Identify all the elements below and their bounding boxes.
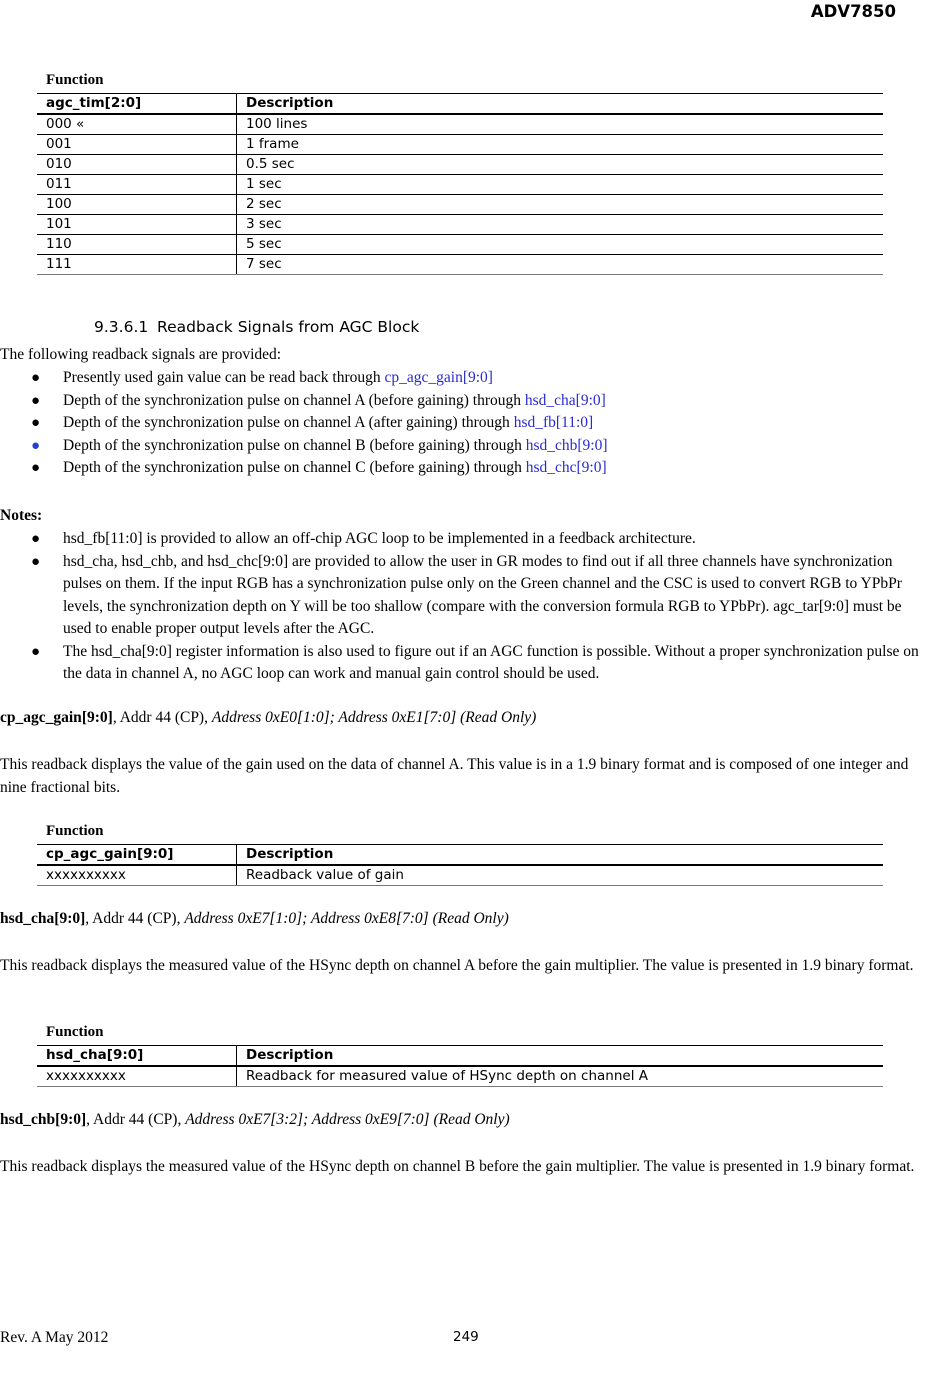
register-description: This readback displays the value of the gain used on the data of channel A. This value is in a 1.9 binary format and is composed of one integer and nine fractional bits. <box>0 756 909 796</box>
section-title: Readback Signals from AGC Block <box>157 318 420 336</box>
register-link[interactable]: hsd_fb[11:0] <box>513 414 594 431</box>
table-row <box>37 215 883 235</box>
register-link[interactable]: hsd_chb[9:0] <box>525 436 608 454</box>
register-description: This readback displays the measured value of the HSync depth on channel A before the gain multiplier. The value is presented in 1.9 binary format. <box>0 957 914 974</box>
cp-agc-gain-table <box>37 844 883 886</box>
list-item: ● Depth of the synchronization pulse on channel A (before gaining) through hsd_cha[9:0] <box>0 390 920 413</box>
register-link[interactable]: cp_agc_gain[9:0] <box>384 369 493 386</box>
table-cell: 0.5 sec <box>237 155 884 175</box>
column-header: hsd_cha[9:0] <box>37 1046 237 1067</box>
table-row <box>37 195 883 215</box>
register-description: This readback displays the measured value of the HSync depth on channel B before the gain multiplier. The value is presented in 1.9 binary format. <box>0 1158 915 1175</box>
table-cell: 100 lines <box>237 114 884 135</box>
register-heading: hsd_chb[9:0], Addr 44 (CP), Address 0xE7[3:2]; Address 0xE9[7:0] (Read Only) <box>0 1111 510 1128</box>
table-cell: 3 sec <box>237 215 884 235</box>
table-cell: Readback for measured value of HSync depth on channel A <box>237 1066 884 1087</box>
table-cell: 100 <box>37 195 237 215</box>
register-heading: cp_agc_gain[9:0], Addr 44 (CP), Address 0xE0[1:0]; Address 0xE1[7:0] (Read Only) <box>0 709 537 726</box>
intro-paragraph: The following readback signals are provided: <box>0 346 282 363</box>
notes-list <box>0 528 920 686</box>
list-item: ● Depth of the synchronization pulse on channel C (before gaining) through hsd_chc[9:0] <box>0 457 920 480</box>
notes-label: Notes: <box>0 507 43 524</box>
table-cell: 001 <box>37 135 237 155</box>
list-item: ● Depth of the synchronization pulse on channel B (before gaining) through hsd_chb[9:0] <box>0 435 920 458</box>
bullet-icon: ● <box>31 643 41 660</box>
column-header: Description <box>237 94 884 115</box>
hsd-cha-table <box>37 1045 883 1087</box>
table-cell: 7 sec <box>237 255 884 275</box>
table-row <box>37 114 883 135</box>
footer-revision: Rev. A May 2012 <box>0 1329 109 1346</box>
table-row <box>37 135 883 155</box>
column-header: cp_agc_gain[9:0] <box>37 845 237 866</box>
column-header: Description <box>237 845 884 866</box>
register-link[interactable]: hsd_cha[9:0] <box>524 391 606 409</box>
table-cell: Readback value of gain <box>237 865 884 886</box>
bullet-icon: ● <box>31 460 41 476</box>
agc-tim-table <box>37 93 883 275</box>
table-cell: 011 <box>37 175 237 195</box>
table-cell: xxxxxxxxxx <box>37 865 237 886</box>
bullet-icon: ● <box>31 531 41 547</box>
table-cell: 000 « <box>37 114 237 135</box>
table-caption: Function <box>46 823 104 839</box>
bullet-icon: ● <box>31 392 41 409</box>
list-item: ● The hsd_cha[9:0] register information is also used to figure out if an AGC function is possible. Without a proper synchronization pulse on the data in channel A, no AGC loop can work and manual gain control should be used. <box>31 642 919 682</box>
table-cell: xxxxxxxxxx <box>37 1066 237 1087</box>
register-heading: hsd_cha[9:0], Addr 44 (CP), Address 0xE7[1:0]; Address 0xE8[7:0] (Read Only) <box>0 910 509 927</box>
table-row <box>37 865 883 886</box>
table-caption: Function <box>46 72 104 88</box>
table-cell: 111 <box>37 255 237 275</box>
column-header: Description <box>237 1046 884 1067</box>
register-link[interactable]: hsd_chc[9:0] <box>525 459 607 476</box>
table-row <box>37 175 883 195</box>
page-number: 249 <box>453 1329 479 1345</box>
table-row <box>37 155 883 175</box>
readback-list <box>0 367 920 480</box>
list-item: ● Presently used gain value can be read back through cp_agc_gain[9:0] <box>0 367 920 390</box>
table-row <box>37 235 883 255</box>
document-title: ADV7850 <box>810 2 896 21</box>
bullet-icon: ● <box>31 370 41 386</box>
table-cell: 101 <box>37 215 237 235</box>
bullet-icon: ● <box>31 553 41 570</box>
bullet-icon: ● <box>31 415 41 431</box>
table-row <box>37 255 883 275</box>
table-cell: 110 <box>37 235 237 255</box>
section-number: 9.3.6.1 <box>94 318 149 336</box>
list-item: ● hsd_cha, hsd_chb, and hsd_chc[9:0] are provided to allow the user in GR modes to find out if all three channels have synchronization pulses on them. If the input RGB has a synchronization pulse only on the Green channel and the CSC is used to convert RGB to YPbPr levels, the synchronization depth on Y will be too shallow (compare with the conversion formula RGB to YPbPr). agc_tar[9:0] must be used to enable proper output levels after the AGC. <box>31 552 902 637</box>
table-cell: 5 sec <box>237 235 884 255</box>
table-row <box>37 1066 883 1087</box>
section-heading <box>94 318 419 336</box>
list-item: ● Depth of the synchronization pulse on channel A (after gaining) through hsd_fb[11:0] <box>0 412 920 435</box>
table-cell: 2 sec <box>237 195 884 215</box>
list-item: ● hsd_fb[11:0] is provided to allow an off-chip AGC loop to be implemented in a feedback architecture. <box>0 528 920 551</box>
table-cell: 010 <box>37 155 237 175</box>
table-cell: 1 sec <box>237 175 884 195</box>
bullet-icon: ● <box>31 437 41 454</box>
table-caption: Function <box>46 1024 104 1040</box>
table-cell: 1 frame <box>237 135 884 155</box>
column-header: agc_tim[2:0] <box>37 94 237 115</box>
